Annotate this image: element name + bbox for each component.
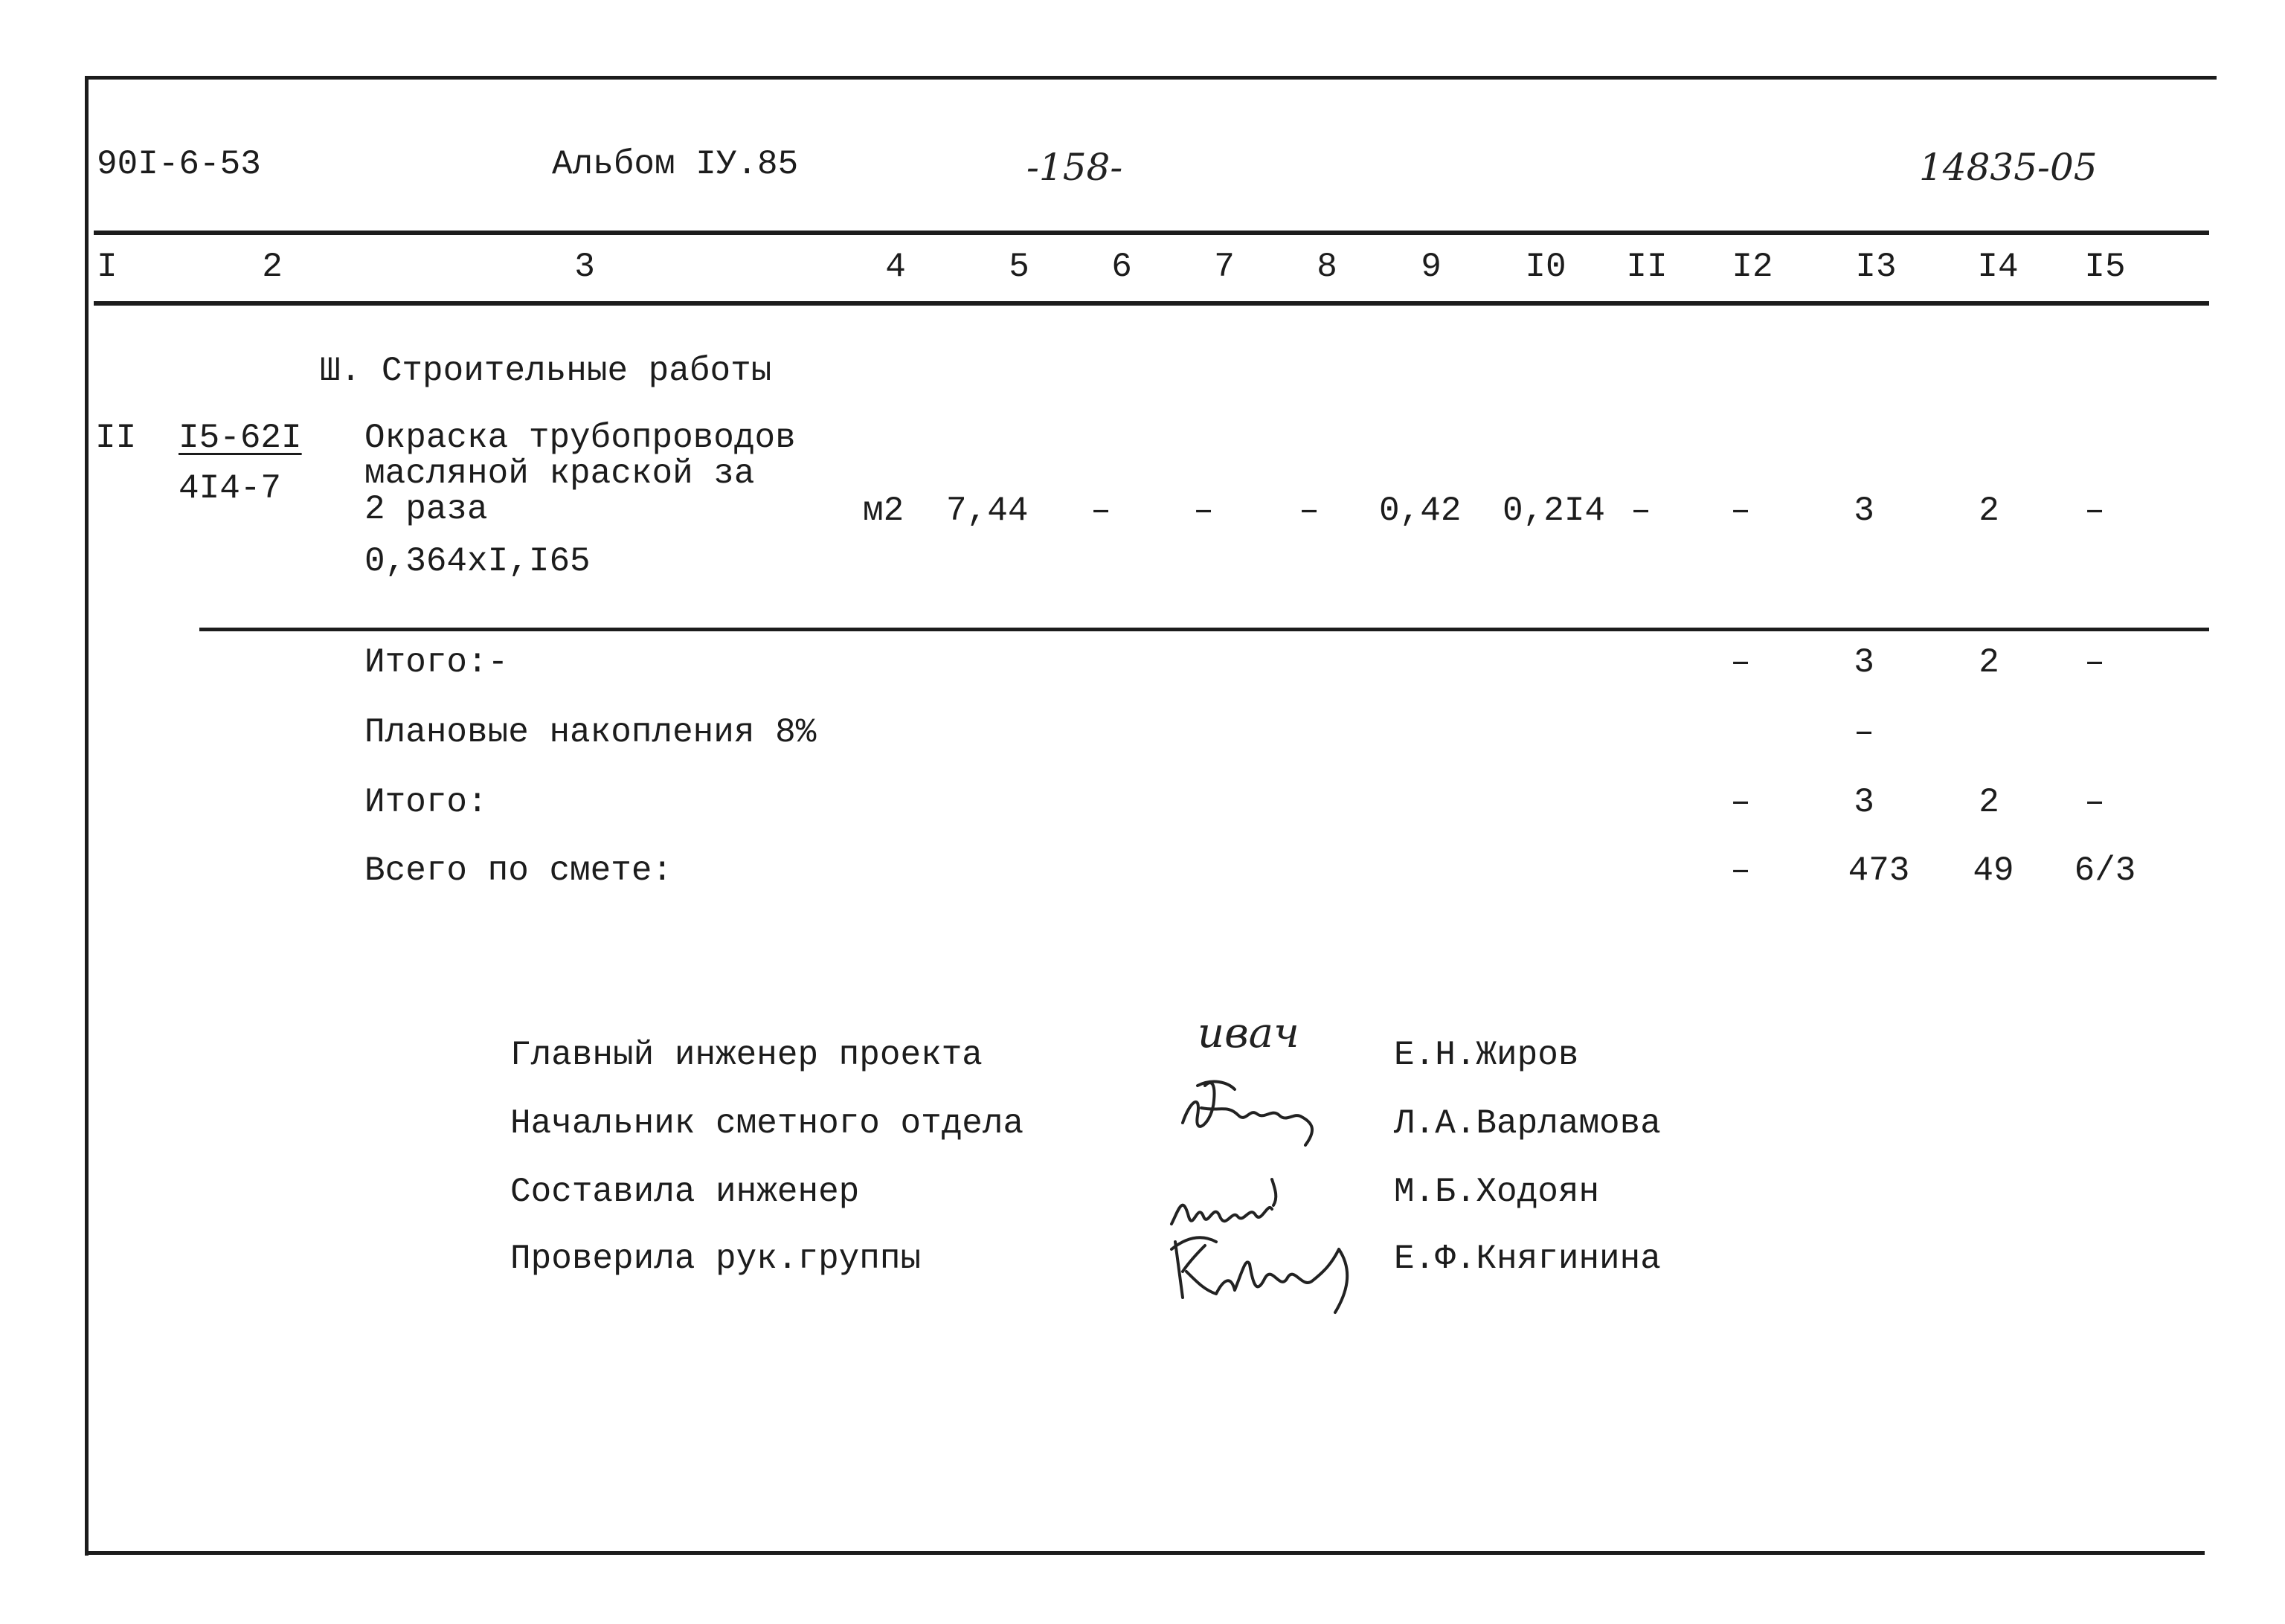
total-col13: 473 bbox=[1848, 851, 1910, 890]
handwritten-signature bbox=[1160, 1219, 1406, 1324]
work-description-line: Окраска трубопроводов bbox=[364, 419, 796, 457]
doc-code: 90I-6-53 bbox=[97, 145, 261, 184]
cell-col9: 0,42 bbox=[1379, 492, 1462, 530]
column-number: 9 bbox=[1421, 248, 1442, 286]
signatory-name: Л.А.Варламова bbox=[1394, 1104, 1661, 1143]
totals-separator-rule bbox=[199, 628, 2209, 631]
column-number: 4 bbox=[885, 248, 906, 286]
total-label: Итого:- bbox=[364, 643, 509, 682]
rate-code: I5-62I bbox=[179, 419, 302, 457]
column-number: 5 bbox=[1009, 248, 1029, 286]
cell-col8: – bbox=[1299, 492, 1320, 530]
total-col15: – bbox=[2084, 643, 2105, 682]
total-col13: 3 bbox=[1854, 783, 1874, 822]
column-number: I2 bbox=[1732, 248, 1773, 286]
column-number: I3 bbox=[1855, 248, 1897, 286]
cell-col13: 3 bbox=[1854, 492, 1874, 530]
total-col12: – bbox=[1730, 851, 1751, 890]
signatory-name: Е.Ф.Княгинина bbox=[1394, 1240, 1661, 1278]
signature-role: Составила инженер bbox=[510, 1173, 860, 1211]
album-label: Альбом IУ.85 bbox=[552, 145, 799, 184]
signatory-name: М.Б.Ходоян bbox=[1394, 1173, 1600, 1211]
rate-code-secondary: 4I4-7 bbox=[179, 469, 282, 508]
handwritten-signature: ивач bbox=[1198, 1009, 1299, 1057]
column-number: 2 bbox=[262, 248, 283, 286]
section-title: Ш. Строительные работы bbox=[320, 352, 772, 390]
column-number: I5 bbox=[2084, 248, 2126, 286]
work-description-line: 2 раза bbox=[364, 490, 488, 529]
cell-col12: – bbox=[1730, 492, 1751, 530]
cell-col15: – bbox=[2084, 492, 2105, 530]
row-number: II bbox=[95, 419, 137, 457]
quantity-formula: 0,364хI,I65 bbox=[364, 542, 591, 581]
total-col15: 6/3 bbox=[2074, 851, 2136, 890]
column-number: I0 bbox=[1525, 248, 1566, 286]
inventory-number: 14835-05 bbox=[1919, 146, 2098, 189]
total-label: Плановые накопления 8% bbox=[364, 713, 817, 752]
signature-role: Главный инженер проекта bbox=[510, 1036, 983, 1074]
total-col13: 3 bbox=[1854, 643, 1874, 682]
total-label: Всего по смете: bbox=[364, 851, 673, 890]
column-number: I4 bbox=[1977, 248, 2019, 286]
total-col12: – bbox=[1730, 783, 1751, 822]
column-number: I bbox=[97, 248, 118, 286]
signature-role: Начальник сметного отдела bbox=[510, 1104, 1024, 1143]
total-col15: – bbox=[2084, 783, 2105, 822]
cell-col6: – bbox=[1090, 492, 1111, 530]
frame-left-rule bbox=[85, 76, 89, 1556]
cell-col7: – bbox=[1193, 492, 1214, 530]
handwritten-signature bbox=[1168, 1071, 1346, 1160]
signatory-name: Е.Н.Жиров bbox=[1394, 1036, 1579, 1074]
column-header-top-rule bbox=[94, 231, 2209, 235]
column-number: II bbox=[1626, 248, 1668, 286]
total-col14: 2 bbox=[1979, 643, 1999, 682]
total-label: Итого: bbox=[364, 783, 488, 822]
quantity-cell: 7,44 bbox=[946, 492, 1029, 530]
column-number: 3 bbox=[574, 248, 595, 286]
total-col14: 2 bbox=[1979, 783, 1999, 822]
total-col12: – bbox=[1730, 643, 1751, 682]
frame-top-rule bbox=[85, 76, 2217, 80]
total-col14: 49 bbox=[1973, 851, 2014, 890]
total-col13: – bbox=[1854, 713, 1874, 752]
column-number: 6 bbox=[1111, 248, 1132, 286]
signature-role: Проверила рук.группы bbox=[510, 1240, 922, 1278]
column-number: 7 bbox=[1214, 248, 1235, 286]
column-number: 8 bbox=[1317, 248, 1337, 286]
unit-cell: м2 bbox=[863, 492, 904, 530]
frame-bottom-rule bbox=[85, 1551, 2205, 1555]
work-description-line: масляной краской за bbox=[364, 454, 755, 493]
column-header-bottom-rule bbox=[94, 301, 2209, 306]
page-number: -158- bbox=[1026, 146, 1123, 189]
cell-col14: 2 bbox=[1979, 492, 1999, 530]
cell-col11: – bbox=[1630, 492, 1651, 530]
cell-col10: 0,2I4 bbox=[1503, 492, 1606, 530]
